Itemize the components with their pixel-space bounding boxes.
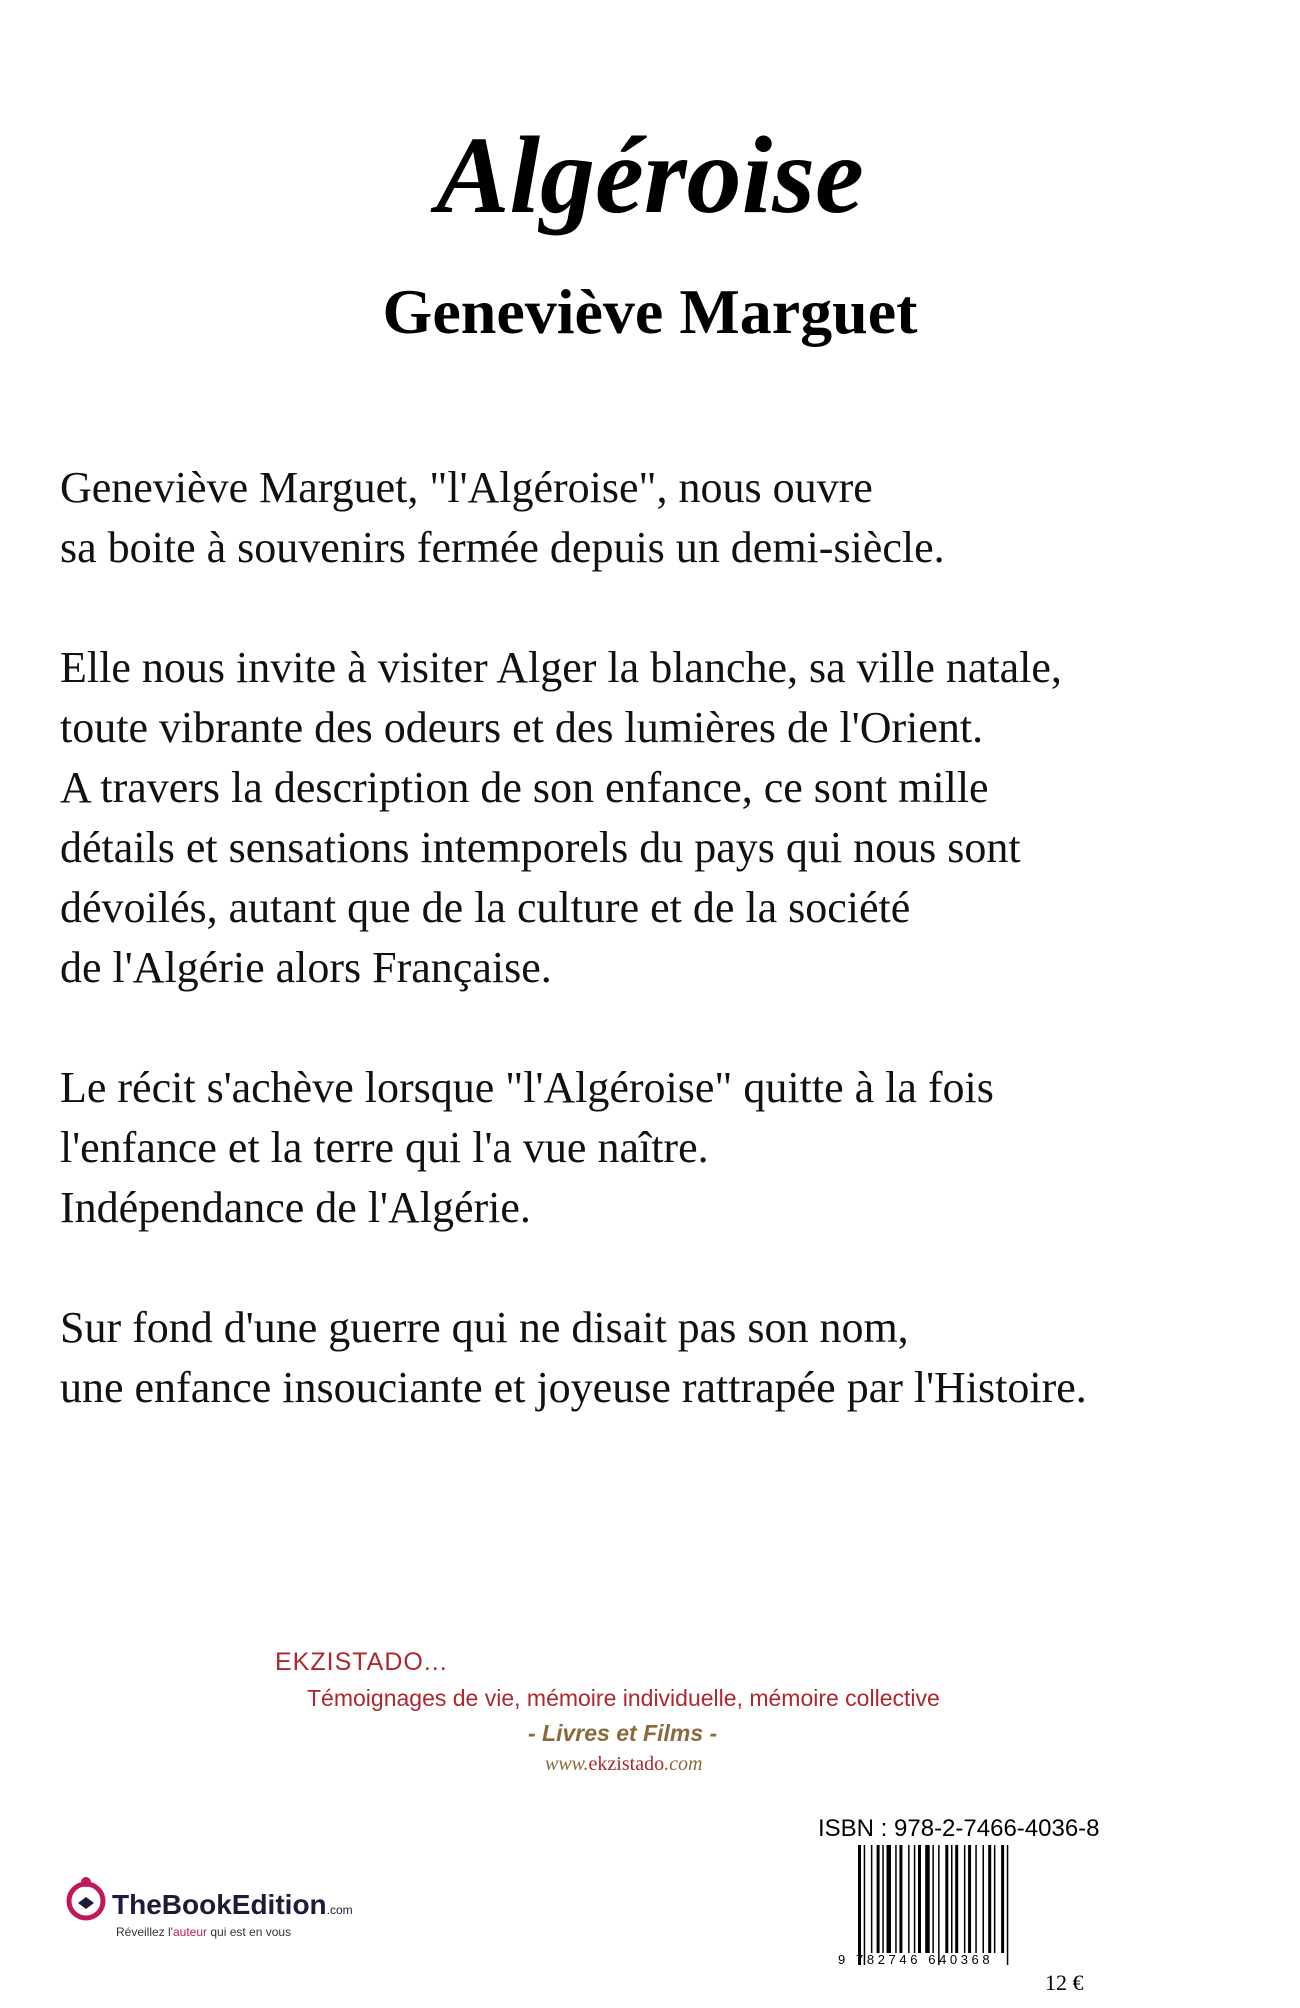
- barcode-bar: [895, 1845, 897, 1953]
- url-prefix: www.: [545, 1753, 589, 1775]
- barcode-bar: [968, 1845, 971, 1953]
- barcode-bar: [877, 1845, 880, 1953]
- barcode-bar: [887, 1845, 892, 1953]
- blurb-line: détails et sensations intemporels du pays qui nous sont: [60, 823, 1021, 872]
- blurb-line: toute vibrante des odeurs et des lumières de l'Orient.: [60, 703, 984, 752]
- isbn-label: ISBN : 978-2-7466-4036-8: [818, 1815, 1100, 1842]
- blurb-line: Geneviève Marguet, "l'Algéroise", nous ouvre: [60, 463, 873, 512]
- publisher-url[interactable]: [545, 1753, 1035, 1776]
- url-domain: ekzistado: [588, 1753, 665, 1775]
- barcode-digits: 9 782746 640368: [838, 1952, 994, 1967]
- blurb-paragraph-1: [60, 458, 1260, 578]
- price: 12 €: [1045, 1970, 1084, 1995]
- barcode-bar: [899, 1845, 902, 1953]
- blurb-paragraph-3: [60, 1058, 1260, 1238]
- barcode-icon: [858, 1845, 1058, 1965]
- blurb-line: A travers la description de son enfance, ce sont mille: [60, 763, 989, 812]
- book-title: Algéroise: [436, 114, 864, 236]
- blurb-line: sa boite à souvenirs fermée depuis un demi-siècle.: [60, 523, 945, 572]
- publisher-block: [275, 1648, 1035, 1776]
- barcode-bar: [925, 1845, 930, 1953]
- barcode-bar: [951, 1845, 953, 1953]
- barcode-bar: [938, 1845, 940, 1965]
- publisher-name: EKZISTADO...: [275, 1648, 448, 1676]
- barcode-bar: [1001, 1845, 1004, 1953]
- blurb-line: Sur fond d'une guerre qui ne disait pas son nom,: [60, 1303, 909, 1352]
- thebookedition-logo: [62, 1875, 392, 1955]
- logo-slogan: Réveillez l'auteur qui est en vous: [116, 1925, 292, 1939]
- barcode-bar: [955, 1845, 958, 1953]
- blurb-line: Indépendance de l'Algérie.: [60, 1183, 531, 1232]
- blurb-paragraph-4: [60, 1298, 1260, 1418]
- blurb-line: Le récit s'achève lorsque "l'Algéroise" quitte à la fois: [60, 1063, 994, 1112]
- barcode-bar: [914, 1845, 916, 1953]
- thebookedition-logo-icon: [62, 1875, 110, 1923]
- blurb-line: Elle nous invite à visiter Alger la blanche, sa ville natale,: [60, 643, 1062, 692]
- barcode-bar: [918, 1845, 921, 1953]
- barcode-bar: [994, 1845, 996, 1953]
- barcode-bar: [864, 1845, 866, 1965]
- barcode-bar: [932, 1845, 934, 1953]
- blurb-line: l'enfance et la terre qui l'a vue naître.: [60, 1123, 709, 1172]
- barcode-bar: [964, 1845, 966, 1953]
- author-name: Geneviève Marguet: [382, 276, 918, 347]
- barcode-bar: [988, 1845, 991, 1953]
- blurb-paragraph-2: [60, 638, 1260, 998]
- logo-name: TheBookEdition.com: [112, 1889, 353, 1920]
- barcode-bar: [1007, 1845, 1009, 1965]
- barcode-bar: [983, 1845, 985, 1953]
- barcode-bar: [871, 1845, 873, 1953]
- barcode-bar: [882, 1845, 884, 1953]
- publisher-subtitle: - Livres et Films -: [528, 1720, 718, 1746]
- back-cover-blurb: [60, 458, 1260, 1478]
- barcode-bar: [975, 1845, 977, 1953]
- blurb-line: dévoilés, autant que de la culture et de la société: [60, 883, 911, 932]
- blurb-line: une enfance insouciante et joyeuse rattrapée par l'Histoire.: [60, 1363, 1087, 1412]
- barcode-bar: [908, 1845, 910, 1953]
- publisher-tagline: Témoignages de vie, mémoire individuelle, mémoire collective: [307, 1685, 940, 1711]
- blurb-line: de l'Algérie alors Française.: [60, 943, 552, 992]
- barcode-bar: [858, 1845, 861, 1965]
- url-suffix: .com: [664, 1753, 703, 1775]
- barcode-bar: [945, 1845, 948, 1953]
